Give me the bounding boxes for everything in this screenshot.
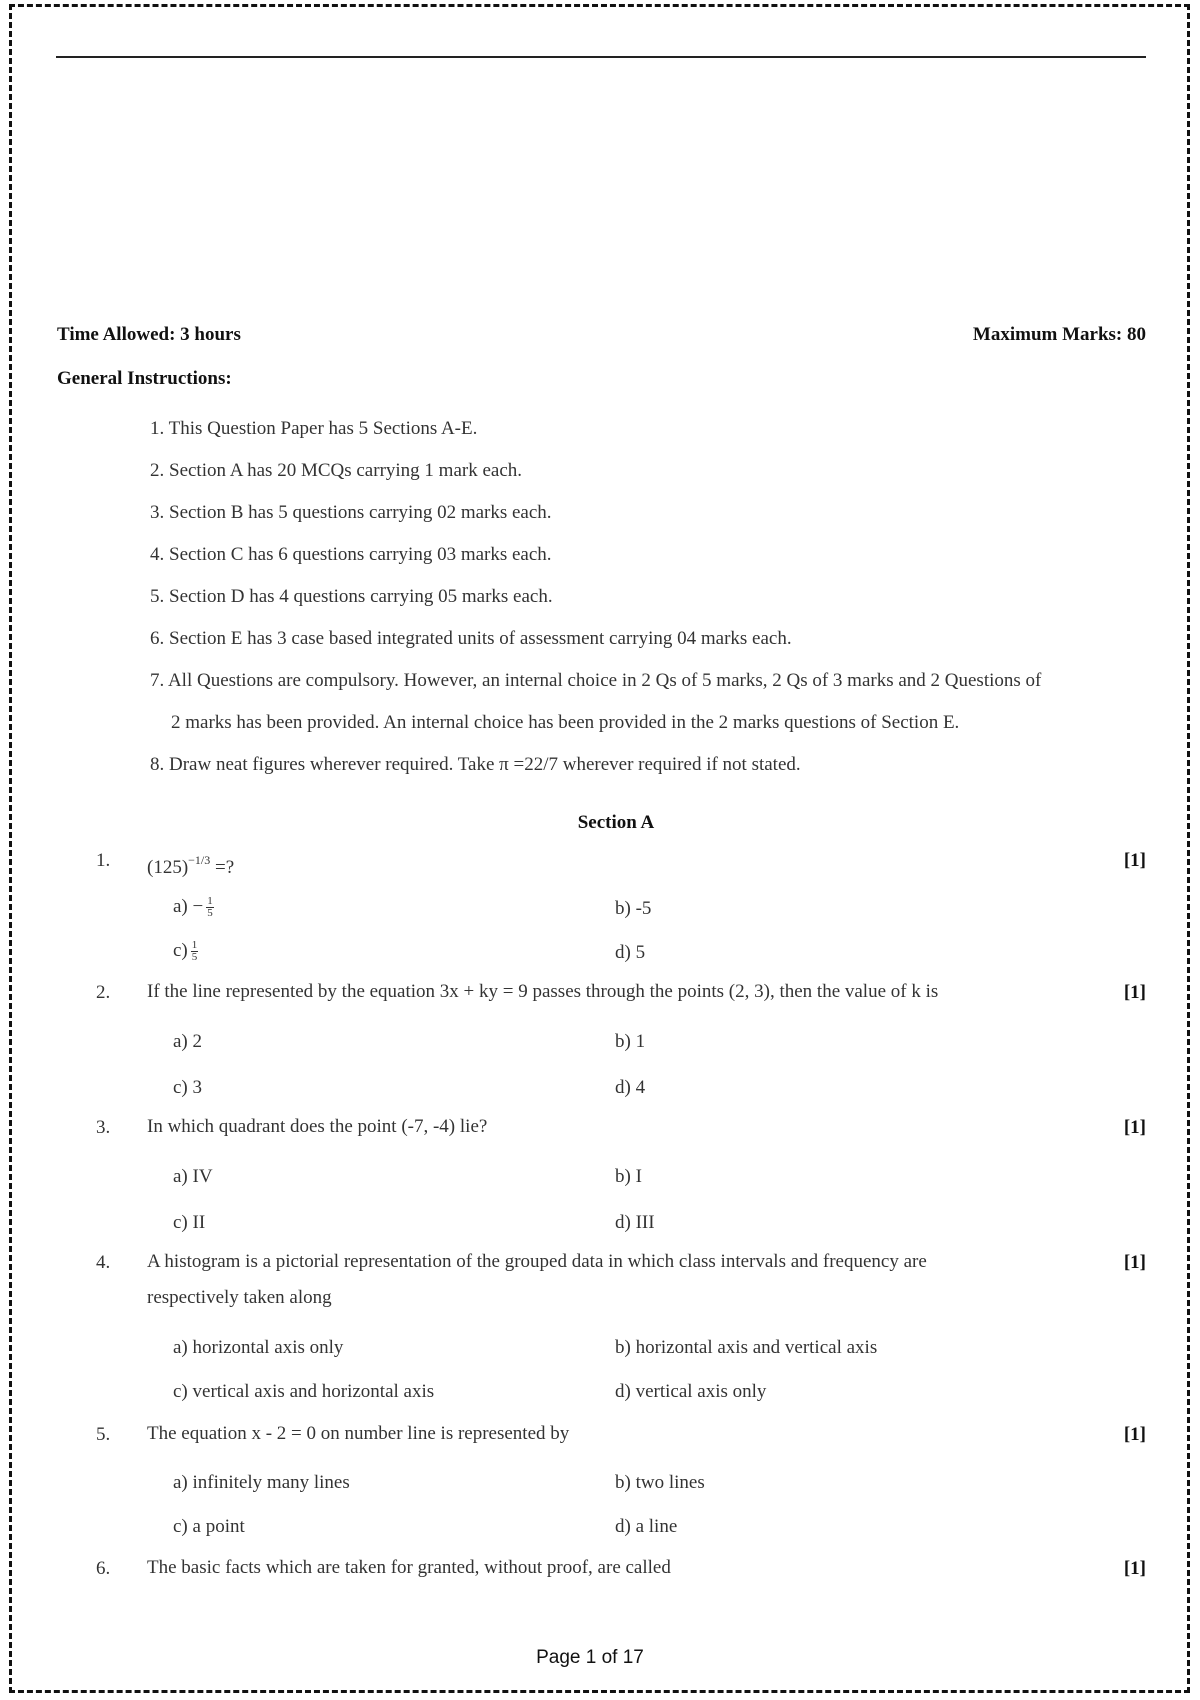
question-number: 5.: [96, 1424, 111, 1445]
option-d: d) III: [615, 1212, 655, 1233]
option-b: b) horizontal axis and vertical axis: [615, 1337, 878, 1358]
instruction-item: 5. Section D has 4 questions carrying 05 marks each.: [150, 586, 553, 607]
time-allowed: Time Allowed: 3 hours: [57, 324, 241, 345]
instruction-item: 1. This Question Paper has 5 Sections A-E.: [150, 418, 478, 439]
fraction-numerator: 1: [207, 895, 213, 908]
instruction-item: 6. Section E has 3 case based integrated units of assessment carrying 04 marks each.: [150, 628, 792, 649]
option-c: c) vertical axis and horizontal axis: [173, 1381, 435, 1402]
question-marks: [1]: [1123, 982, 1146, 1003]
instruction-item: 8. Draw neat figures wherever required. Take π =22/7 wherever required if not stated.: [150, 754, 801, 775]
question-text: The equation x - 2 = 0 on number line is represented by: [147, 1423, 570, 1444]
section-title: Section A: [577, 812, 655, 833]
option-d: d) a line: [615, 1516, 678, 1537]
fraction-numerator: 1: [191, 939, 198, 952]
option-b: b) I: [615, 1166, 642, 1187]
instruction-item-continued: 2 marks has been provided. An internal choice has been provided in the 2 marks questions of Section E.: [171, 712, 960, 733]
option-b: b) -5: [615, 898, 652, 919]
option-c: c) a point: [173, 1516, 245, 1537]
option-c: c) 3: [173, 1077, 203, 1098]
option-c: [173, 940, 198, 963]
instruction-item: 2. Section A has 20 MCQs carrying 1 mark each.: [150, 460, 523, 481]
option-a: [173, 896, 214, 919]
question-text: A histogram is a pictorial representation of the grouped data in which class intervals and frequency are respectively taken along: [147, 1251, 927, 1308]
fraction-denominator: 5: [191, 951, 198, 964]
question-tail: =?: [210, 857, 235, 878]
question-marks: [1]: [1123, 1558, 1146, 1579]
instructions-list: [150, 408, 1041, 786]
option-a: a) horizontal axis only: [173, 1337, 344, 1358]
page-footer: Page 1 of 17: [536, 1647, 644, 1668]
question-marks: [1]: [1123, 1424, 1146, 1445]
option-a: a) 2: [173, 1031, 203, 1052]
question-text: [147, 842, 1017, 886]
option-b: b) two lines: [615, 1472, 705, 1493]
option-d: d) 5: [615, 942, 646, 963]
option-a: a) infinitely many lines: [173, 1472, 350, 1493]
question-number: 6.: [96, 1558, 111, 1579]
question-base: (125): [147, 857, 189, 878]
option-label: c): [173, 940, 188, 961]
option-d: d) vertical axis only: [615, 1381, 767, 1402]
question-marks: [1]: [1123, 1117, 1146, 1138]
question-text: In which quadrant does the point (-7, -4) lie?: [147, 1116, 488, 1137]
general-instructions-title: General Instructions:: [57, 368, 232, 389]
question-marks: [1]: [1123, 1252, 1146, 1273]
question-number: 4.: [96, 1252, 111, 1273]
question-exponent: −1/3: [188, 853, 211, 867]
instruction-item: 3. Section B has 5 questions carrying 02 marks each.: [150, 502, 552, 523]
option-d: d) 4: [615, 1077, 646, 1098]
question-marks: [1]: [1123, 850, 1146, 871]
question-number: 2.: [96, 982, 111, 1003]
question-text: If the line represented by the equation 3x + ky = 9 passes through the points (2, 3), then the value of k is: [147, 981, 939, 1002]
maximum-marks: Maximum Marks: 80: [972, 324, 1146, 345]
question-text: The basic facts which are taken for granted, without proof, are called: [147, 1557, 671, 1578]
option-b: b) 1: [615, 1031, 646, 1052]
instruction-item: 4. Section C has 6 questions carrying 03 marks each.: [150, 544, 552, 565]
question-number: 1.: [96, 850, 111, 871]
instruction-item: 7. All Questions are compulsory. However, an internal choice in 2 Qs of 5 marks, 2 Qs of 3 marks and 2 Questions of: [150, 670, 1042, 691]
fraction-denominator: 5: [207, 907, 213, 920]
fraction: [206, 896, 214, 919]
header-rule: [56, 56, 1146, 58]
option-c: c) II: [173, 1212, 206, 1233]
fraction: [191, 940, 199, 963]
option-a: a) IV: [173, 1166, 213, 1187]
option-label: a) −: [173, 896, 204, 917]
question-number: 3.: [96, 1117, 111, 1138]
